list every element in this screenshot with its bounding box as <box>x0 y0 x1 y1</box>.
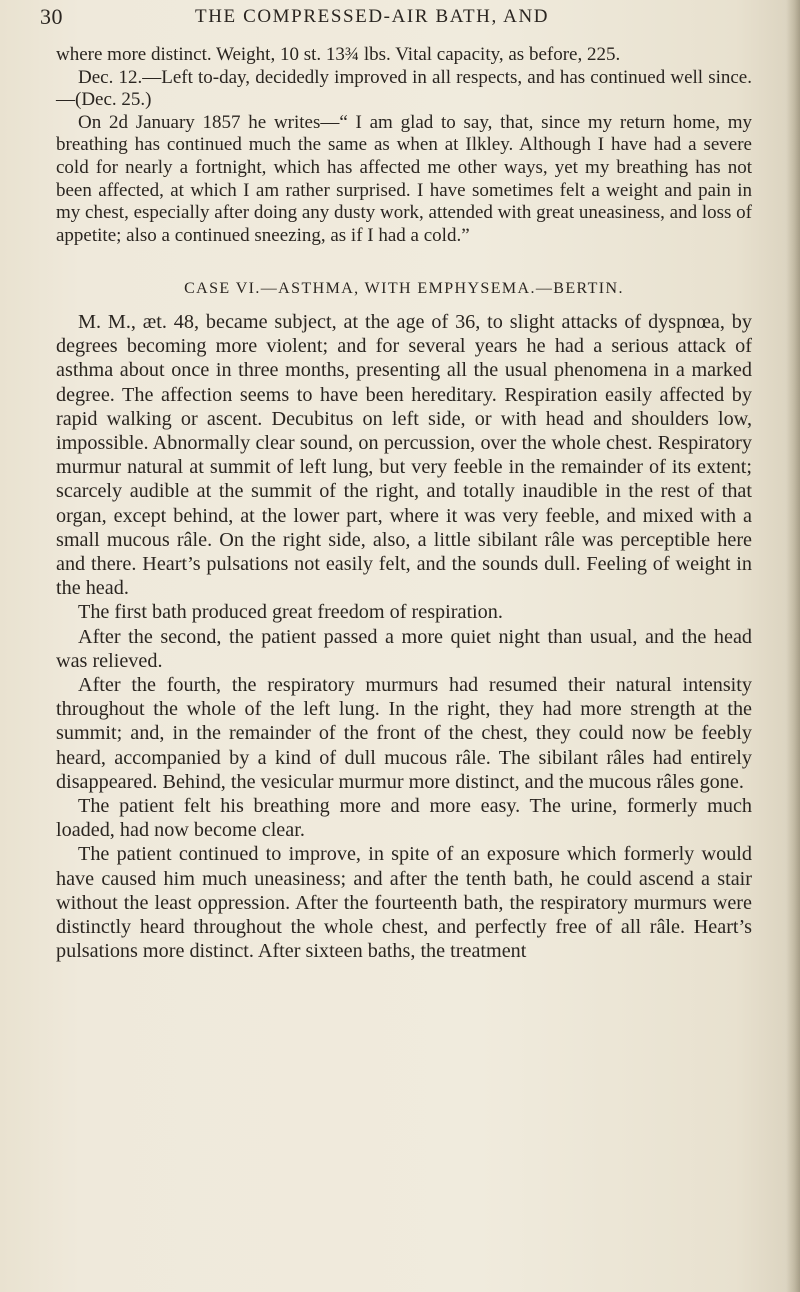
case-paragraph-second-bath: After the second, the patient passed a more quiet night than usual, and the head was relieved. <box>56 625 752 672</box>
case-paragraph-breathing: The patient felt his breathing more and more easy. The urine, formerly much loaded, had now become clear. <box>56 795 752 842</box>
case-paragraph-history: M. M., æt. 48, became subject, at the age of 36, to slight attacks of dyspnœa, by degrees becoming more violent; and for several years he had a serious attack of asthma about once in three months, presenting all the usual phenomena in a marked degree. The affection seems to have been hereditary. Respiration easily affected by rapid walking or ascent. Decubitus on left side, or with head and shoulders low, impossible. Abnormally clear sound, on percussion, over the whole chest. Respiratory murmur natural at summit of left lung, but very feeble in the remainder of its extent; scarcely audible at the summit of the right, and totally inaudible in the rest of that organ, except behind, at the lower part, where it was very feeble, and mixed with a small mucous râle. On the right side, also, a little sibilant râle was perceptible here and there. Heart’s pulsations not easily felt, and the sounds dull. Feeling of weight in the head. <box>56 310 752 600</box>
page-body <box>56 44 752 963</box>
case-heading: CASE VI.—ASTHMA, WITH EMPHYSEMA.—BERTIN. <box>184 280 624 298</box>
paragraph-dec-12: Dec. 12.—Left to-day, decidedly improved in all respects, and has continued well since.—(Dec. 25.) <box>56 66 752 111</box>
paragraph-continuation: where more distinct. Weight, 10 st. 13¾ lbs. Vital capacity, as before, 225. <box>56 44 621 65</box>
page-edge-shadow <box>786 0 800 1292</box>
page-header <box>40 4 760 34</box>
case-body <box>56 310 752 963</box>
running-title: THE COMPRESSED-AIR BATH, AND <box>195 6 550 27</box>
case-paragraph-first-bath: The first bath produced great freedom of respiration. <box>78 601 503 624</box>
page-number: 30 <box>40 4 63 29</box>
case-paragraph-improvement: The patient continued to improve, in spite of an exposure which formerly would have caused him much uneasiness; and after the tenth bath, he could ascend a stair without the least oppression. After the fourteenth bath, the respiratory murmurs were distinctly heard throughout the whole chest, and perfectly free of all râle. Heart’s pulsations more distinct. After sixteen baths, the treatment <box>56 843 752 963</box>
case-paragraph-fourth-bath: After the fourth, the respiratory murmurs had resumed their natural intensity throughout the whole of the left lung. In the right, they had more strength at the summit; and, in the remainder of the front of the chest, they could now be feebly heard, accompanied by a kind of dull mucous râle. The sibilant râles had entirely disappeared. Behind, the vesicular murmur more distinct, and the mucous râles gone. <box>56 673 752 793</box>
paragraph-letter-quote: On 2d January 1857 he writes—“ I am glad to say, that, since my return home, my breathing has continued much the same as when at Ilkley. Although I have had a severe cold for nearly a fortnight, which has affected me other ways, yet my breathing has not been affected, at which I am rather surprised. I have sometimes felt a weight and pain in my chest, especially after doing any dusty work, attended with great uneasiness, and loss of appetite; also a continued sneezing, as if I had a cold.” <box>56 111 752 246</box>
